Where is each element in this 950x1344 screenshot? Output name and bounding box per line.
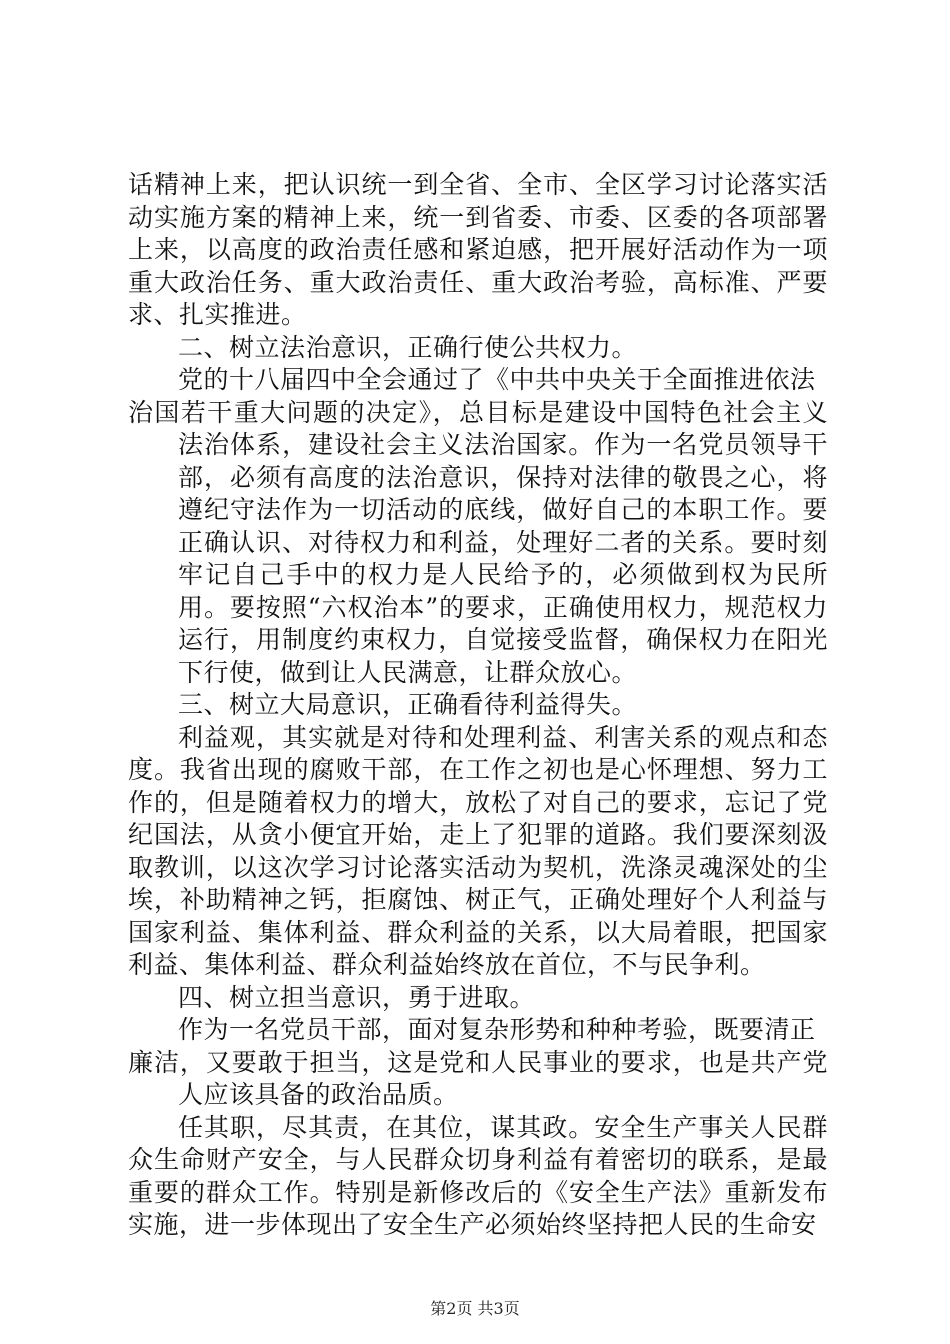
paragraph-safety-production: 任其职，尽其责，在其位，谋其政。安全生产事关人民群众生命财产安全，与人民群众切身利益有着密切的联系，是最重要的群众工作。特别是新修改后的《安全生产法》重新发布实施，进一步体现出了安全生产必须始终坚持把人民的生命安	[128, 1112, 828, 1239]
paragraph-fourth-plenum-body: 治国若干重大问题的决定》，总目标是建设中国特色社会主义法治体系，建设社会主义法治国家。作为一名党员领导干部，必须有高度的法治意识，保持对法律的敬畏之心，将遵纪守法作为一切活动的底线，做好自己的本职工作。要正确认识、对待权力和利益，处理好二者的关系。要时刻牢记自己手中的权力是人民给予的，必须做到权为民所用。要按照“六权治本”的要求，正确使用权力，规范权力运行，用制度约束权力，自觉接受监督，确保权力在阳光下行使，做到让人民满意，让群众放心。	[128, 397, 828, 687]
heading-overall-view: 三、树立大局意识，正确看待利益得失。	[178, 690, 638, 719]
paragraph-cadre-body: 廉洁，又要敢于担当，这是党和人民事业的要求，也是共产党人应该具备的政治品质。	[128, 1047, 828, 1109]
heading-responsibility: 四、树立担当意识，勇于进取。	[178, 982, 536, 1012]
paragraph-interest-view: 利益观，其实就是对待和处理利益、利害关系的观点和态度。我省出现的腐败干部，在工作之初也是心怀理想、努力工作的，但是随着权力的增大，放松了对自己的要求，忘记了党纪国法，从贪小便宜开始，走上了犯罪的道路。我们要深刻汲取教训，以这次学习讨论落实活动为契机，洗涤灵魂深处的尘埃，补助精神之钙，拒腐蚀、树正气，正确处理好个人利益与国家利益、集体利益、群众利益的关系，以大局着眼，把国家利益、集体利益、群众利益始终放在首位，不与民争利。	[128, 722, 828, 979]
heading-rule-of-law: 二、树立法治意识，正确行使公共权力。	[178, 332, 638, 362]
page-number: 第2页 共3页	[430, 1299, 520, 1318]
paragraph-fourth-plenum-start: 党的十八届四中全会通过了《中共中央关于全面推进依法	[178, 365, 816, 394]
paragraph-continuation: 话精神上来，把认识统一到全省、全市、全区学习讨论落实活动实施方案的精神上来，统一到省委、市委、区委的各项部署上来，以高度的政治责任感和紧迫感，把开展好活动作为一项重大政治任务、重大政治责任、重大政治考验，高标准、严要求、扎实推进。	[128, 170, 828, 329]
paragraph-cadre-start: 作为一名党员干部，面对复杂形势和种种考验，既要清正	[178, 1015, 816, 1044]
body-text	[128, 169, 828, 1242]
